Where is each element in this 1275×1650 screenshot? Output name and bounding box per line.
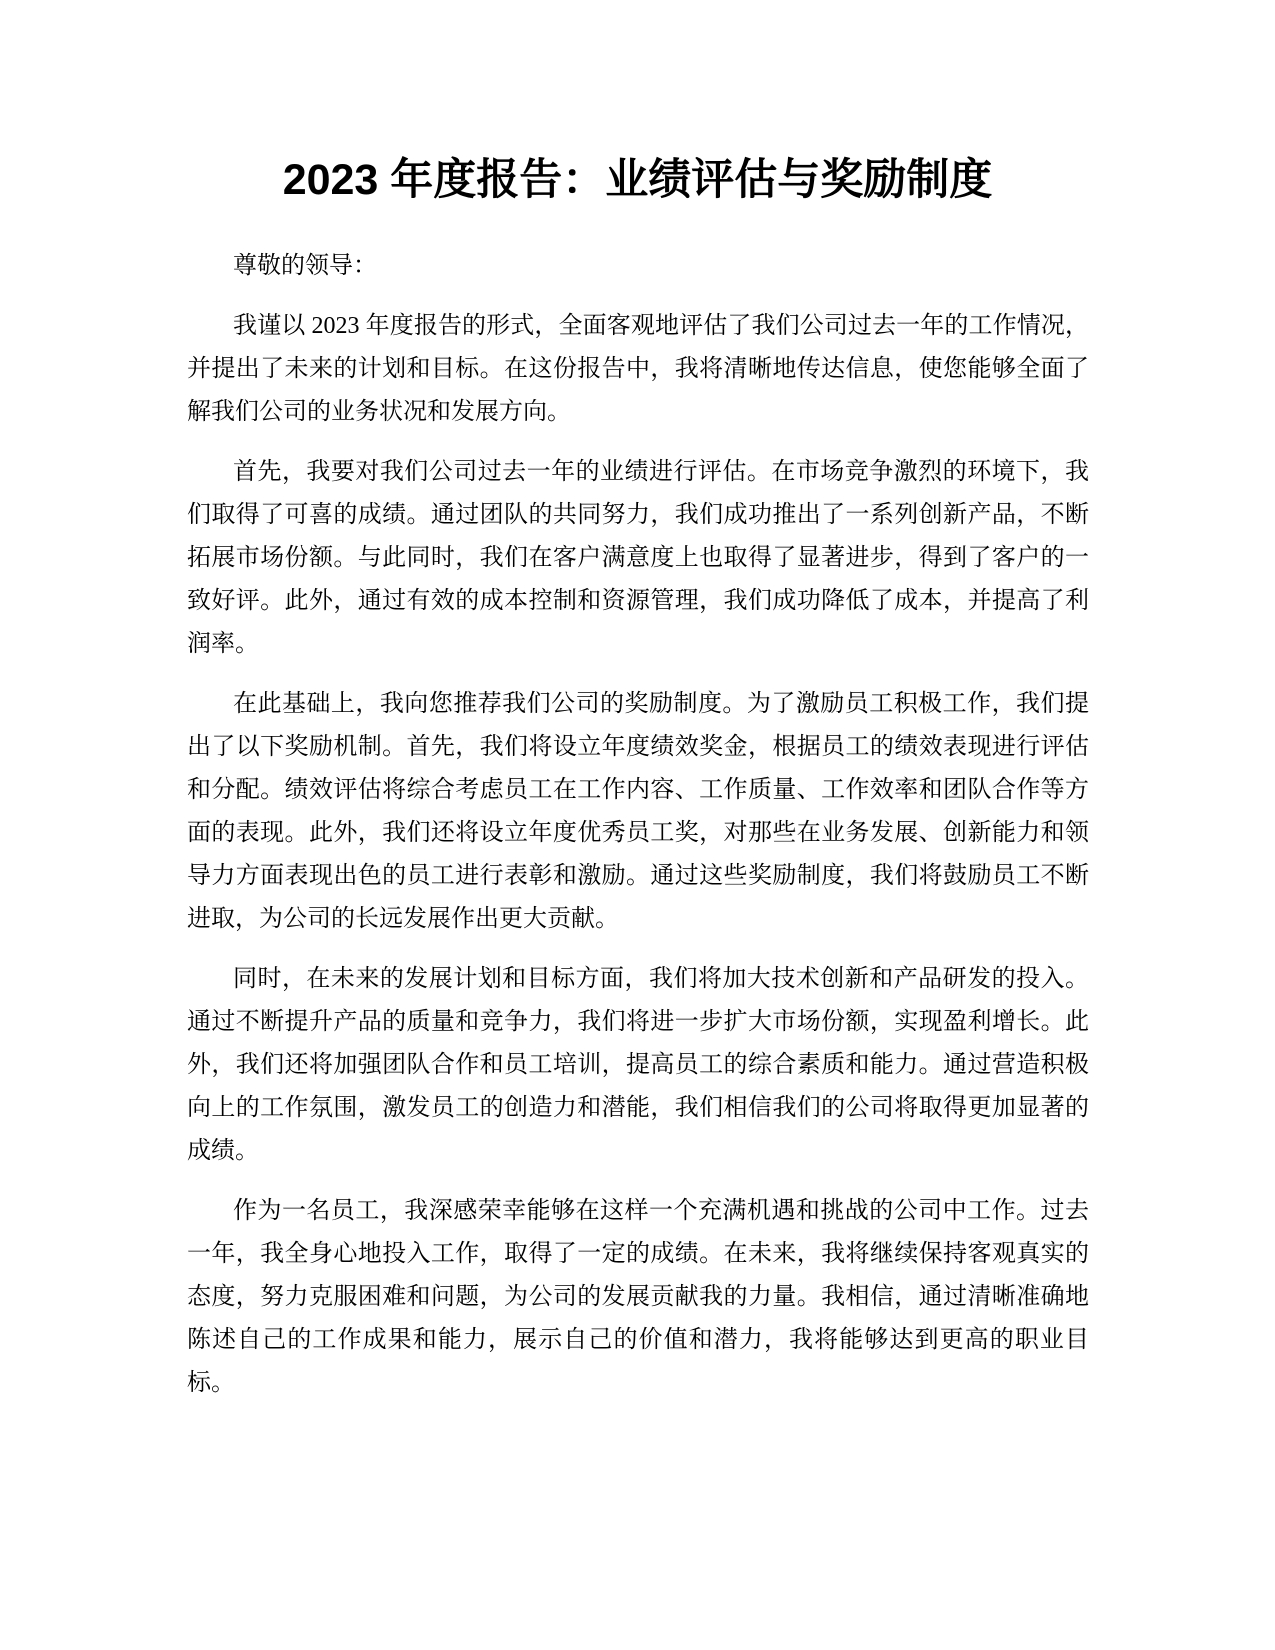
paragraph-intro: 我谨以 2023 年度报告的形式，全面客观地评估了我们公司过去一年的工作情况，并提出了未来的计划和目标。在这份报告中，我将清晰地传达信息，使您能够全面了解我们公司的业务状况和发展方向。	[187, 313, 1089, 425]
paragraph-personal: 作为一名员工，我深感荣幸能够在这样一个充满机遇和挑战的公司中工作。过去一年，我全身心地投入工作，取得了一定的成绩。在未来，我将继续保持客观真实的态度，努力克服困难和问题，为公司的发展贡献我的力量。我相信，通过清晰准确地陈述自己的工作成果和能力，展示自己的价值和潜力，我将能够达到更高的职业目标。	[187, 1198, 1089, 1396]
paragraph-future-plans: 同时，在未来的发展计划和目标方面，我们将加大技术创新和产品研发的投入。通过不断提升产品的质量和竞争力，我们将进一步扩大市场份额，实现盈利增长。此外，我们还将加强团队合作和员工培训，提高员工的综合素质和能力。通过营造积极向上的工作氛围，激发员工的创造力和潜能，我们相信我们的公司将取得更加显著的成绩。	[187, 966, 1089, 1164]
paragraph-rewards: 在此基础上，我向您推荐我们公司的奖励制度。为了激励员工积极工作，我们提出了以下奖励机制。首先，我们将设立年度绩效奖金，根据员工的绩效表现进行评估和分配。绩效评估将综合考虑员工在工作内容、工作质量、工作效率和团队合作等方面的表现。此外，我们还将设立年度优秀员工奖，对那些在业务发展、创新能力和领导力方面表现出色的员工进行表彰和激励。通过这些奖励制度，我们将鼓励员工不断进取，为公司的长远发展作出更大贡献。	[187, 691, 1089, 932]
document-body	[187, 245, 1089, 1422]
document-title: 2023 年度报告：业绩评估与奖励制度	[282, 156, 993, 204]
paragraph-performance: 首先，我要对我们公司过去一年的业绩进行评估。在市场竞争激烈的环境下，我们取得了可喜的成绩。通过团队的共同努力，我们成功推出了一系列创新产品，不断拓展市场份额。与此同时，我们在客户满意度上也取得了显著进步，得到了客户的一致好评。此外，通过有效的成本控制和资源管理，我们成功降低了成本，并提高了利润率。	[187, 459, 1089, 657]
salutation: 尊敬的领导：	[233, 253, 377, 279]
